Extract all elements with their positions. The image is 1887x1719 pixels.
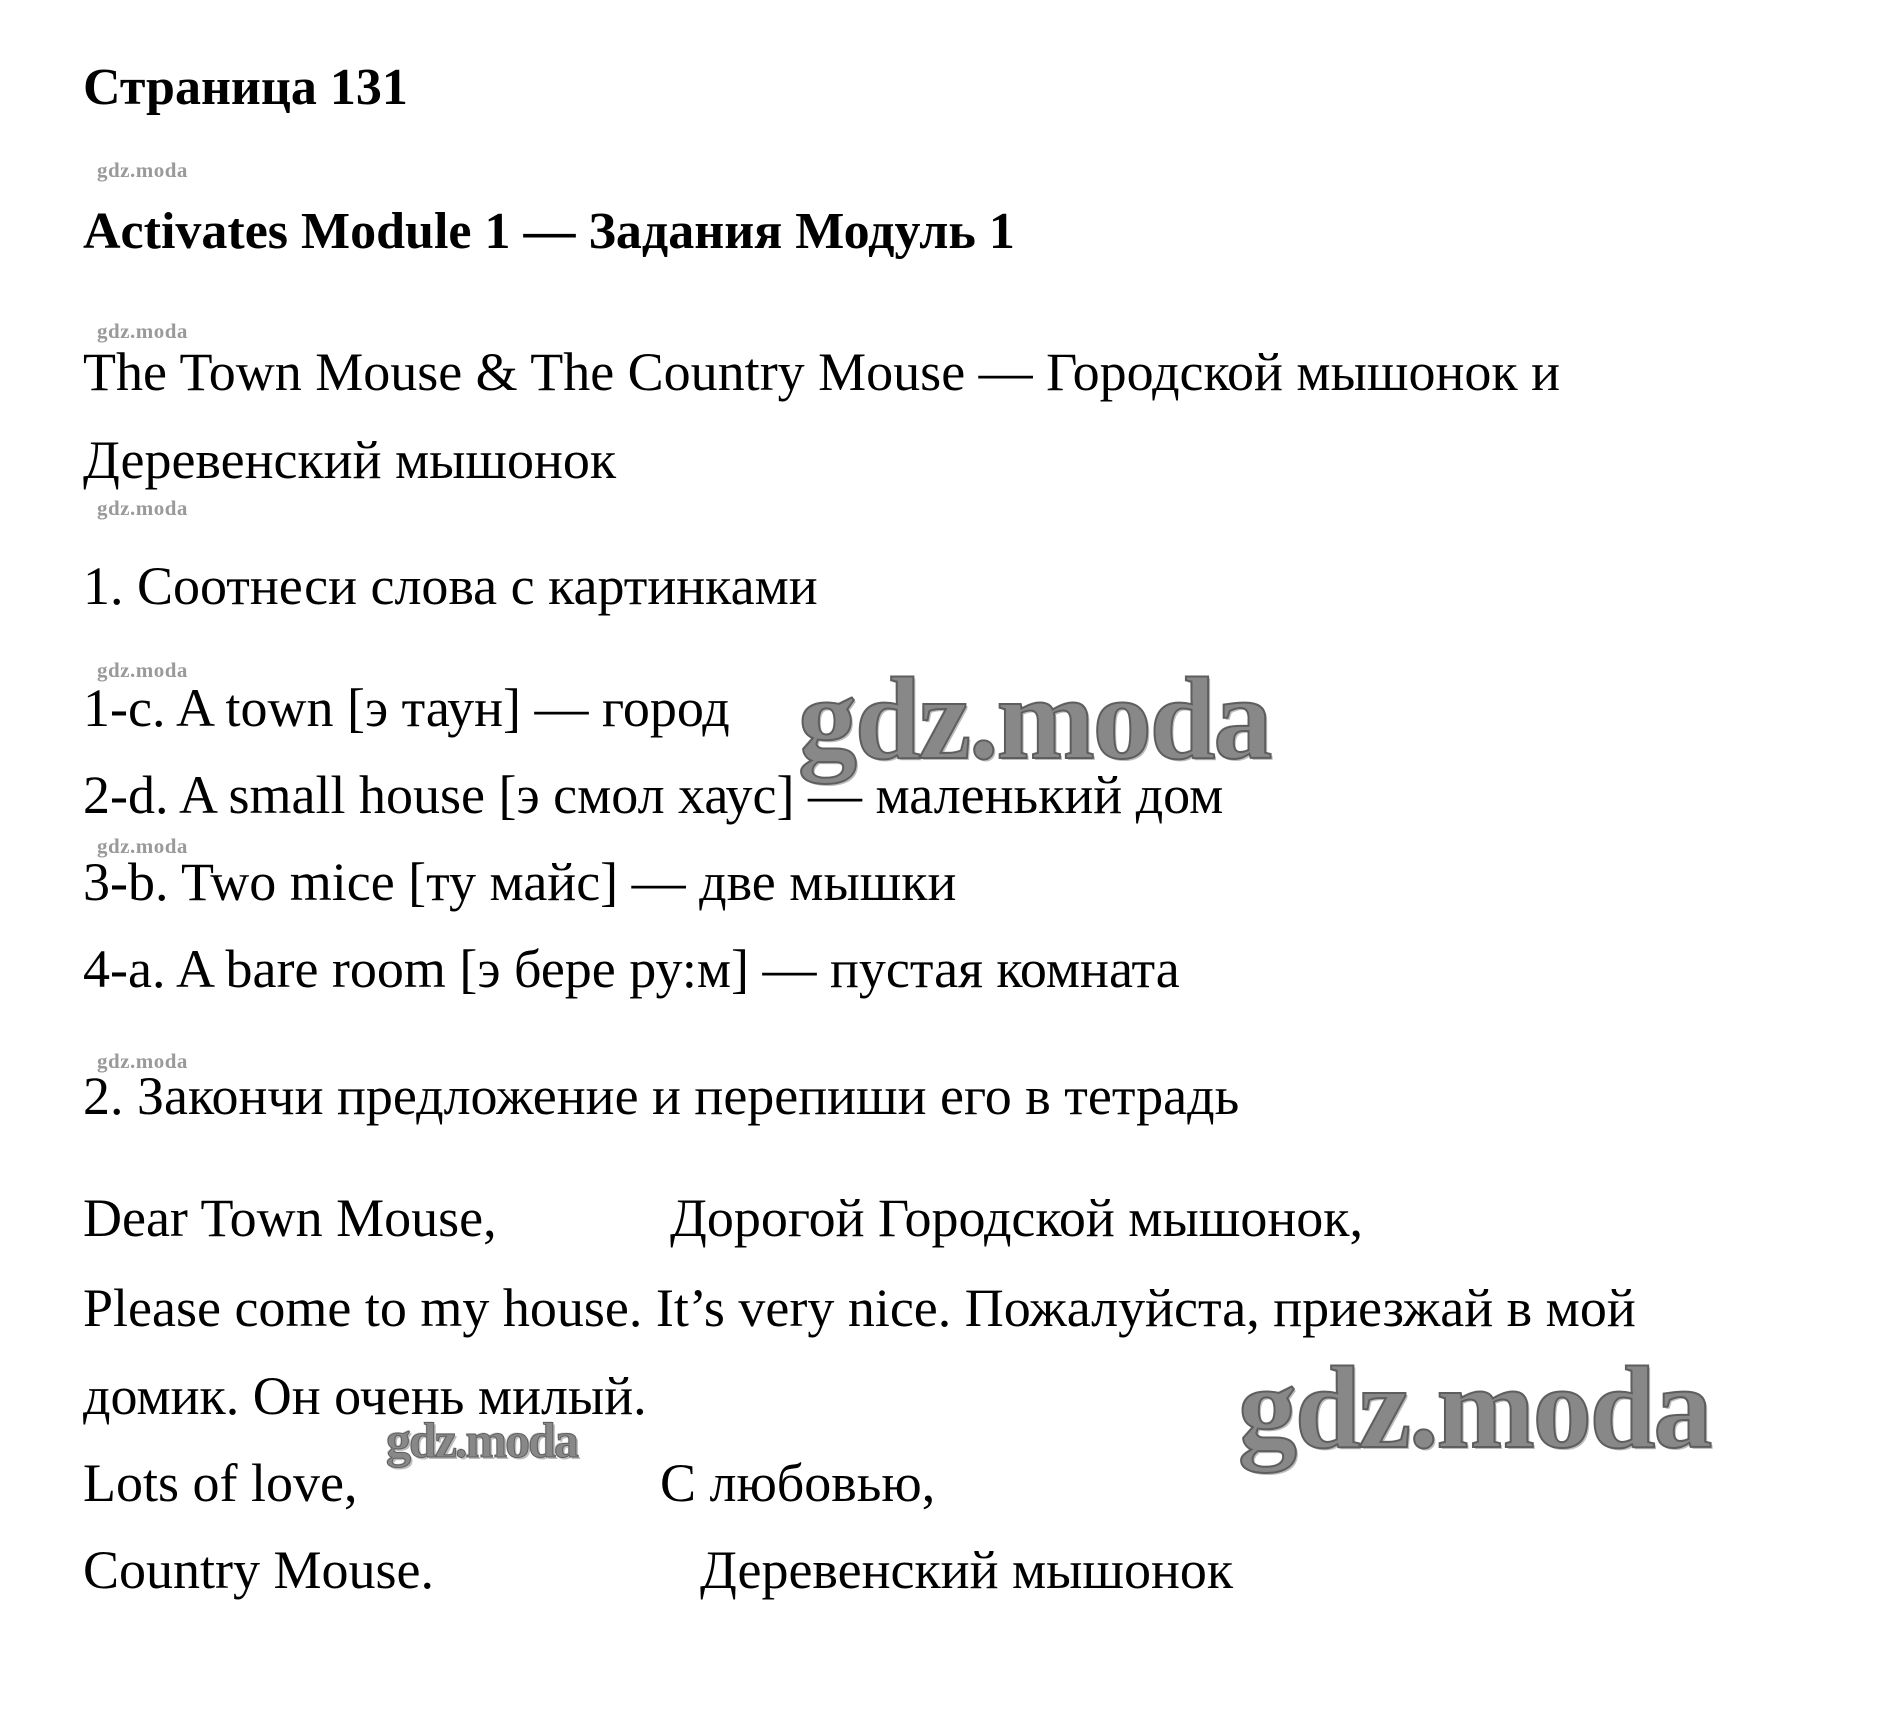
letter-closing-ru: С любовью, xyxy=(660,1453,936,1513)
section-title: Activates Module 1 — Задания Модуль 1 xyxy=(83,203,1015,260)
letter-closing-en: Lots of love, xyxy=(83,1453,358,1513)
task2-heading: 2. Закончи предложение и перепиши его в тетрадь xyxy=(83,1066,1240,1126)
watermark-small: gdz.moda xyxy=(97,158,188,182)
letter-greeting-en: Dear Town Mouse, xyxy=(83,1188,497,1248)
task1-answer: 4-a. A bare room [э бере ру:м] — пустая комната xyxy=(83,939,1180,999)
letter-signature-en: Country Mouse. xyxy=(83,1540,434,1600)
story-title-line-1: The Town Mouse & The Country Mouse — Городской мышонок и xyxy=(83,342,1560,402)
watermark-small: gdz.moda xyxy=(97,658,188,682)
task1-answer: 3-b. Two mice [ту майс] — две мышки xyxy=(83,852,957,912)
watermark-large: gdz.moda xyxy=(1238,1342,1711,1473)
letter-body-line-2: домик. Он очень милый. xyxy=(83,1366,647,1426)
page-title: Страница 131 xyxy=(83,59,408,116)
letter-body-line-1: Please come to my house. It’s very nice. Пожалуйста, приезжай в мой xyxy=(83,1278,1636,1338)
watermark-small: gdz.moda xyxy=(97,834,188,858)
watermark-small: gdz.moda xyxy=(97,1049,188,1073)
letter-signature-ru: Деревенский мышонок xyxy=(700,1540,1234,1600)
task1-answer: 1-c. A town [э таун] — город xyxy=(83,678,730,738)
watermark-medium: gdz.moda xyxy=(386,1412,577,1468)
story-title-line-2: Деревенский мышонок xyxy=(83,430,617,490)
task1-heading: 1. Соотнеси слова с картинками xyxy=(83,556,818,616)
watermark-small: gdz.moda xyxy=(97,496,188,520)
letter-greeting-ru: Дорогой Городской мышонок, xyxy=(670,1188,1363,1248)
task1-answer: 2-d. A small house [э смол хаус] — маленький дом xyxy=(83,765,1224,825)
watermark-small: gdz.moda xyxy=(97,319,188,343)
watermark-large: gdz.moda xyxy=(798,653,1271,784)
